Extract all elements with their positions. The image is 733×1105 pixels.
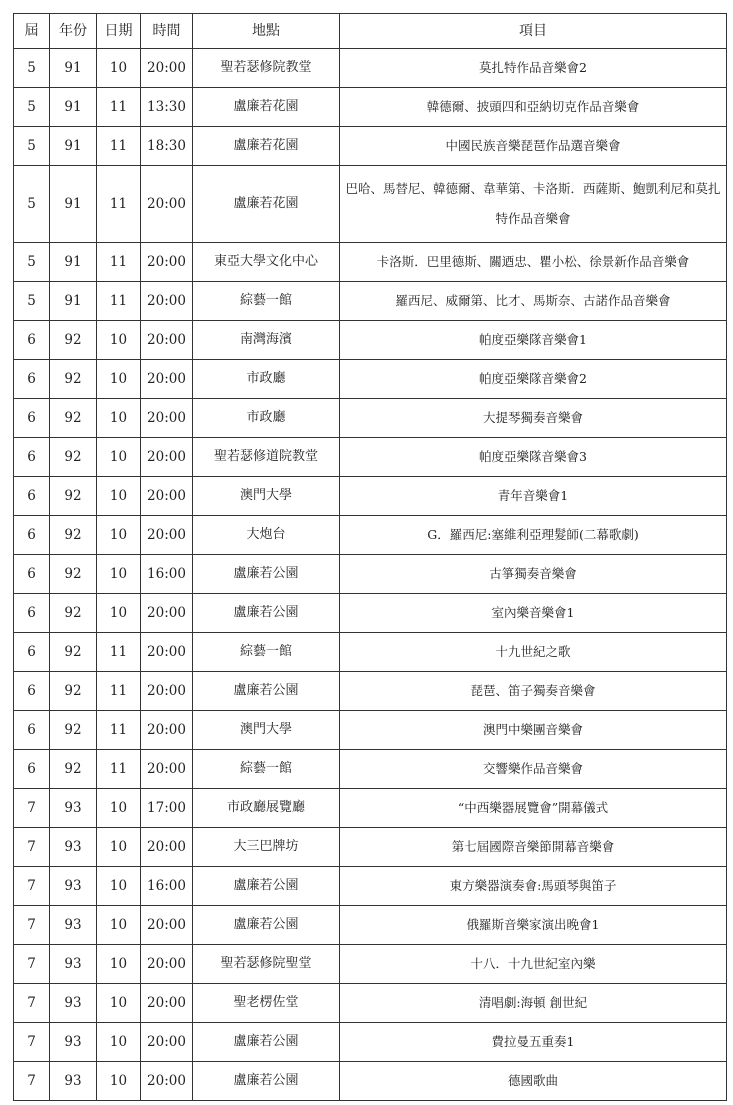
- cell-year: 91: [50, 88, 97, 127]
- cell-time: 17:00: [141, 789, 193, 828]
- cell-session: 7: [14, 984, 50, 1023]
- cell-program: G．羅西尼:塞維利亞理髮師(二幕歌劇): [340, 516, 727, 555]
- cell-time: 16:00: [141, 555, 193, 594]
- cell-time: 20:00: [141, 516, 193, 555]
- cell-time: 16:00: [141, 867, 193, 906]
- cell-venue: 大炮台: [193, 516, 340, 555]
- cell-date: 10: [97, 49, 141, 88]
- cell-venue: 聖若瑟修院聖堂: [193, 945, 340, 984]
- cell-time: 20:00: [141, 321, 193, 360]
- cell-year: 92: [50, 555, 97, 594]
- cell-date: 10: [97, 867, 141, 906]
- table-row: [14, 789, 727, 828]
- cell-year: 91: [50, 282, 97, 321]
- cell-year: 92: [50, 399, 97, 438]
- cell-venue: 盧廉若公園: [193, 672, 340, 711]
- cell-year: 91: [50, 49, 97, 88]
- cell-venue: 盧廉若公園: [193, 555, 340, 594]
- cell-venue: 聖若瑟修院教堂: [193, 49, 340, 88]
- cell-session: 7: [14, 1023, 50, 1062]
- header-year: 年份: [50, 14, 97, 49]
- table-row: [14, 477, 727, 516]
- cell-time: 13:30: [141, 88, 193, 127]
- cell-program: 帕度亞樂隊音樂會1: [340, 321, 727, 360]
- header-session: 屆: [14, 14, 50, 49]
- cell-venue: 澳門大學: [193, 477, 340, 516]
- cell-date: 11: [97, 633, 141, 672]
- cell-year: 93: [50, 789, 97, 828]
- cell-venue: 盧廉若花園: [193, 166, 340, 243]
- table-row: [14, 906, 727, 945]
- cell-session: 7: [14, 945, 50, 984]
- cell-date: 10: [97, 789, 141, 828]
- cell-year: 93: [50, 867, 97, 906]
- header-venue: 地點: [193, 14, 340, 49]
- cell-year: 91: [50, 243, 97, 282]
- cell-session: 6: [14, 555, 50, 594]
- cell-program: 青年音樂會1: [340, 477, 727, 516]
- cell-venue: 東亞大學文化中心: [193, 243, 340, 282]
- cell-date: 10: [97, 984, 141, 1023]
- cell-session: 6: [14, 321, 50, 360]
- cell-venue: 綜藝一館: [193, 633, 340, 672]
- cell-date: 10: [97, 555, 141, 594]
- table-row: [14, 88, 727, 127]
- cell-program: 卡洛斯．巴里德斯、關迺忠、瞿小松、徐景新作品音樂會: [340, 243, 727, 282]
- cell-time: 20:00: [141, 399, 193, 438]
- cell-date: 10: [97, 516, 141, 555]
- cell-session: 6: [14, 438, 50, 477]
- cell-session: 6: [14, 633, 50, 672]
- cell-date: 10: [97, 906, 141, 945]
- cell-venue: 澳門大學: [193, 711, 340, 750]
- cell-venue: 盧廉若公園: [193, 906, 340, 945]
- cell-year: 92: [50, 711, 97, 750]
- table-row: [14, 516, 727, 555]
- cell-program: 東方樂器演奏會:馬頭琴與笛子: [340, 867, 727, 906]
- cell-time: 20:00: [141, 633, 193, 672]
- cell-program: 德國歌曲: [340, 1062, 727, 1101]
- cell-year: 93: [50, 1023, 97, 1062]
- table-row: [14, 984, 727, 1023]
- cell-year: 92: [50, 321, 97, 360]
- cell-year: 93: [50, 1062, 97, 1101]
- cell-venue: 聖老楞佐堂: [193, 984, 340, 1023]
- cell-program: 中國民族音樂琵琶作品選音樂會: [340, 127, 727, 166]
- cell-time: 20:00: [141, 1023, 193, 1062]
- table-row: [14, 633, 727, 672]
- cell-time: 20:00: [141, 945, 193, 984]
- cell-venue: 市政廳: [193, 399, 340, 438]
- cell-program: 古箏獨奏音樂會: [340, 555, 727, 594]
- table-row: [14, 867, 727, 906]
- cell-session: 6: [14, 516, 50, 555]
- cell-venue: 盧廉若花園: [193, 88, 340, 127]
- table-row: [14, 594, 727, 633]
- cell-time: 20:00: [141, 594, 193, 633]
- cell-program: 韓德爾、披頭四和亞納切克作品音樂會: [340, 88, 727, 127]
- cell-year: 93: [50, 945, 97, 984]
- cell-year: 93: [50, 828, 97, 867]
- cell-session: 6: [14, 594, 50, 633]
- cell-program: 澳門中樂團音樂會: [340, 711, 727, 750]
- cell-date: 11: [97, 127, 141, 166]
- table-row: [14, 1023, 727, 1062]
- table-row: [14, 828, 727, 867]
- cell-date: 11: [97, 243, 141, 282]
- table-row: [14, 711, 727, 750]
- table-row: [14, 1062, 727, 1101]
- cell-time: 20:00: [141, 750, 193, 789]
- cell-date: 11: [97, 166, 141, 243]
- table-row: [14, 282, 727, 321]
- table-row: [14, 49, 727, 88]
- cell-year: 92: [50, 633, 97, 672]
- cell-year: 93: [50, 906, 97, 945]
- cell-time: 20:00: [141, 1062, 193, 1101]
- cell-venue: 市政廳展覽廳: [193, 789, 340, 828]
- cell-program: 費拉曼五重奏1: [340, 1023, 727, 1062]
- cell-session: 7: [14, 1062, 50, 1101]
- cell-session: 6: [14, 711, 50, 750]
- cell-venue: 綜藝一館: [193, 282, 340, 321]
- cell-venue: 市政廳: [193, 360, 340, 399]
- cell-program: 室內樂音樂會1: [340, 594, 727, 633]
- cell-session: 5: [14, 127, 50, 166]
- cell-date: 10: [97, 399, 141, 438]
- cell-venue: 盧廉若公園: [193, 867, 340, 906]
- table-row: [14, 555, 727, 594]
- cell-date: 11: [97, 282, 141, 321]
- cell-program: 羅西尼、威爾第、比才、馬斯奈、古諾作品音樂會: [340, 282, 727, 321]
- cell-year: 92: [50, 360, 97, 399]
- table-row: [14, 360, 727, 399]
- cell-time: 20:00: [141, 984, 193, 1023]
- cell-date: 10: [97, 1023, 141, 1062]
- cell-session: 5: [14, 166, 50, 243]
- header-date: 日期: [97, 14, 141, 49]
- header-time: 時間: [141, 14, 193, 49]
- cell-date: 11: [97, 672, 141, 711]
- cell-year: 91: [50, 166, 97, 243]
- cell-program: 帕度亞樂隊音樂會3: [340, 438, 727, 477]
- cell-session: 6: [14, 750, 50, 789]
- cell-session: 5: [14, 88, 50, 127]
- cell-time: 20:00: [141, 243, 193, 282]
- cell-program: 莫扎特作品音樂會2: [340, 49, 727, 88]
- cell-time: 20:00: [141, 477, 193, 516]
- cell-session: 6: [14, 399, 50, 438]
- cell-date: 11: [97, 750, 141, 789]
- schedule-sheet: [13, 13, 726, 1101]
- cell-time: 20:00: [141, 711, 193, 750]
- table-row: [14, 321, 727, 360]
- cell-venue: 綜藝一館: [193, 750, 340, 789]
- header-program: 項目: [340, 14, 727, 49]
- cell-program: 十九世紀之歌: [340, 633, 727, 672]
- cell-program: 俄羅斯音樂家演出晚會1: [340, 906, 727, 945]
- cell-program: 第七屆國際音樂節開幕音樂會: [340, 828, 727, 867]
- cell-time: 20:00: [141, 282, 193, 321]
- cell-venue: 盧廉若公園: [193, 1062, 340, 1101]
- cell-session: 6: [14, 360, 50, 399]
- cell-time: 20:00: [141, 906, 193, 945]
- schedule-table: [13, 13, 727, 1101]
- cell-time: 20:00: [141, 672, 193, 711]
- cell-session: 5: [14, 282, 50, 321]
- table-row: [14, 672, 727, 711]
- cell-venue: 南灣海濱: [193, 321, 340, 360]
- cell-year: 92: [50, 516, 97, 555]
- table-row: [14, 166, 727, 243]
- cell-session: 5: [14, 243, 50, 282]
- cell-program: 大提琴獨奏音樂會: [340, 399, 727, 438]
- cell-session: 7: [14, 867, 50, 906]
- cell-program: 帕度亞樂隊音樂會2: [340, 360, 727, 399]
- cell-year: 92: [50, 594, 97, 633]
- cell-time: 20:00: [141, 49, 193, 88]
- cell-date: 11: [97, 88, 141, 127]
- table-row: [14, 750, 727, 789]
- cell-venue: 聖若瑟修道院教堂: [193, 438, 340, 477]
- cell-program: 清唱劇:海頓 創世紀: [340, 984, 727, 1023]
- table-row: [14, 399, 727, 438]
- table-row: [14, 945, 727, 984]
- cell-date: 10: [97, 945, 141, 984]
- cell-session: 7: [14, 828, 50, 867]
- cell-date: 10: [97, 828, 141, 867]
- table-row: [14, 243, 727, 282]
- cell-date: 10: [97, 1062, 141, 1101]
- cell-time: 20:00: [141, 360, 193, 399]
- cell-venue: 盧廉若公園: [193, 594, 340, 633]
- cell-year: 92: [50, 477, 97, 516]
- header-row: [14, 14, 727, 49]
- cell-date: 10: [97, 594, 141, 633]
- schedule-body: [14, 49, 727, 1101]
- cell-time: 20:00: [141, 828, 193, 867]
- cell-time: 20:00: [141, 438, 193, 477]
- cell-session: 7: [14, 906, 50, 945]
- cell-time: 18:30: [141, 127, 193, 166]
- cell-time: 20:00: [141, 166, 193, 243]
- cell-program: 十八．十九世紀室內樂: [340, 945, 727, 984]
- cell-date: 10: [97, 360, 141, 399]
- cell-date: 11: [97, 711, 141, 750]
- cell-session: 6: [14, 672, 50, 711]
- cell-year: 93: [50, 984, 97, 1023]
- cell-session: 5: [14, 49, 50, 88]
- table-row: [14, 127, 727, 166]
- cell-date: 10: [97, 321, 141, 360]
- cell-program: “中西樂器展覽會”開幕儀式: [340, 789, 727, 828]
- cell-venue: 盧廉若花園: [193, 127, 340, 166]
- cell-program: 巴哈、馬替尼、韓德爾、韋華第、卡洛斯．西薩斯、鮑凱利尼和莫扎特作品音樂會: [340, 166, 727, 243]
- cell-session: 6: [14, 477, 50, 516]
- cell-year: 91: [50, 127, 97, 166]
- table-row: [14, 438, 727, 477]
- cell-program: 琵琶、笛子獨奏音樂會: [340, 672, 727, 711]
- cell-venue: 大三巴牌坊: [193, 828, 340, 867]
- cell-program: 交響樂作品音樂會: [340, 750, 727, 789]
- cell-session: 7: [14, 789, 50, 828]
- cell-date: 10: [97, 477, 141, 516]
- cell-year: 92: [50, 750, 97, 789]
- cell-year: 92: [50, 438, 97, 477]
- cell-year: 92: [50, 672, 97, 711]
- cell-venue: 盧廉若公園: [193, 1023, 340, 1062]
- cell-date: 10: [97, 438, 141, 477]
